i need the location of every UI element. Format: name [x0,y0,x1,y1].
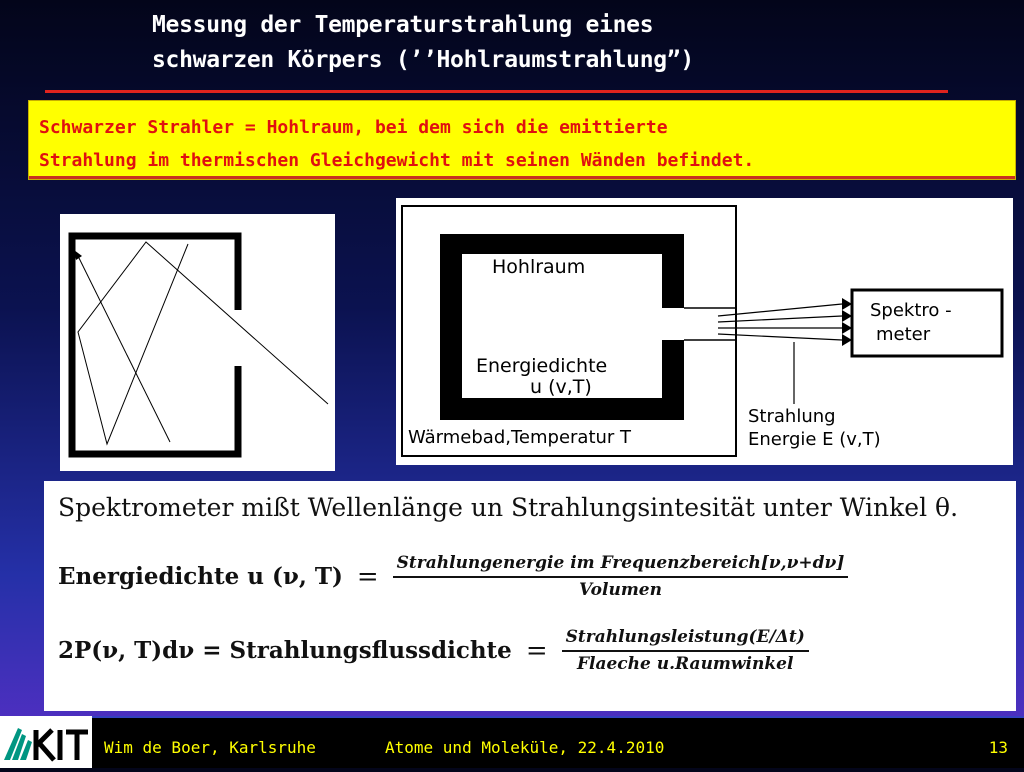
spectrometer-statement: Spektrometer mißt Wellenlänge un Strahlungsintesität unter Winkel θ. [58,493,959,522]
equals-sign: = [525,635,548,666]
title-line-1: Messung der Temperaturstrahlung eines [152,12,654,38]
flux-density-numerator: Strahlungsleistung(E/Δt) [562,627,809,652]
footer-bar [0,716,1024,768]
bath-label: Wärmebad,Temperatur T [408,427,632,448]
flux-density-denominator: Flaeche u.Raumwinkel [576,654,794,674]
equations-panel [44,481,1016,711]
radiation-label-2: Energie E (v,T) [748,429,881,450]
definition-line-1: Schwarzer Strahler = Hohlraum, bei dem sich die emittierte [39,117,668,138]
title-line-2: schwarzen Körpers (’’Hohlraumstrahlung”) [152,47,694,73]
spectrometer-label-1: Spektro - [870,300,952,321]
energy-density-lhs: Energiedichte u (ν, T) [58,563,343,590]
footer-rule [0,716,1024,718]
footer-author: Wim de Boer, Karlsruhe [104,738,316,757]
kit-logo-icon [0,716,92,768]
cavity-ray-svg [60,214,335,471]
density-symbol: u (v,T) [530,376,592,398]
energy-density-denominator: Volumen [579,580,662,600]
density-label: Energiedichte [476,355,608,377]
hohlraum-svg [396,198,1013,465]
spectrometer-label-2: meter [876,324,931,345]
equals-sign: = [356,561,379,592]
energy-density-equation [58,553,848,600]
cavity-ray-diagram [60,214,335,471]
definition-line-2: Strahlung im thermischen Gleichgewicht mit seinen Wänden befindet. [39,150,755,171]
slide-title [152,8,952,78]
energy-density-numerator: Strahlungenergie im Frequenzbereich[ν,ν+dν] [393,553,849,578]
page-number: 13 [988,738,1008,757]
cavity-label: Hohlraum [492,256,586,278]
title-underline [45,90,948,93]
hohlraum-diagram [396,198,1013,465]
energy-density-fraction [393,553,849,600]
flux-density-lhs: 2P(ν, T)dν = Strahlungsflussdichte [58,637,512,664]
radiation-label-1: Strahlung [748,406,836,427]
flux-density-equation [58,627,809,674]
flux-density-fraction [562,627,809,674]
footer-course: Atome und Moleküle, 22.4.2010 [385,738,665,757]
definition-box [28,100,1016,180]
